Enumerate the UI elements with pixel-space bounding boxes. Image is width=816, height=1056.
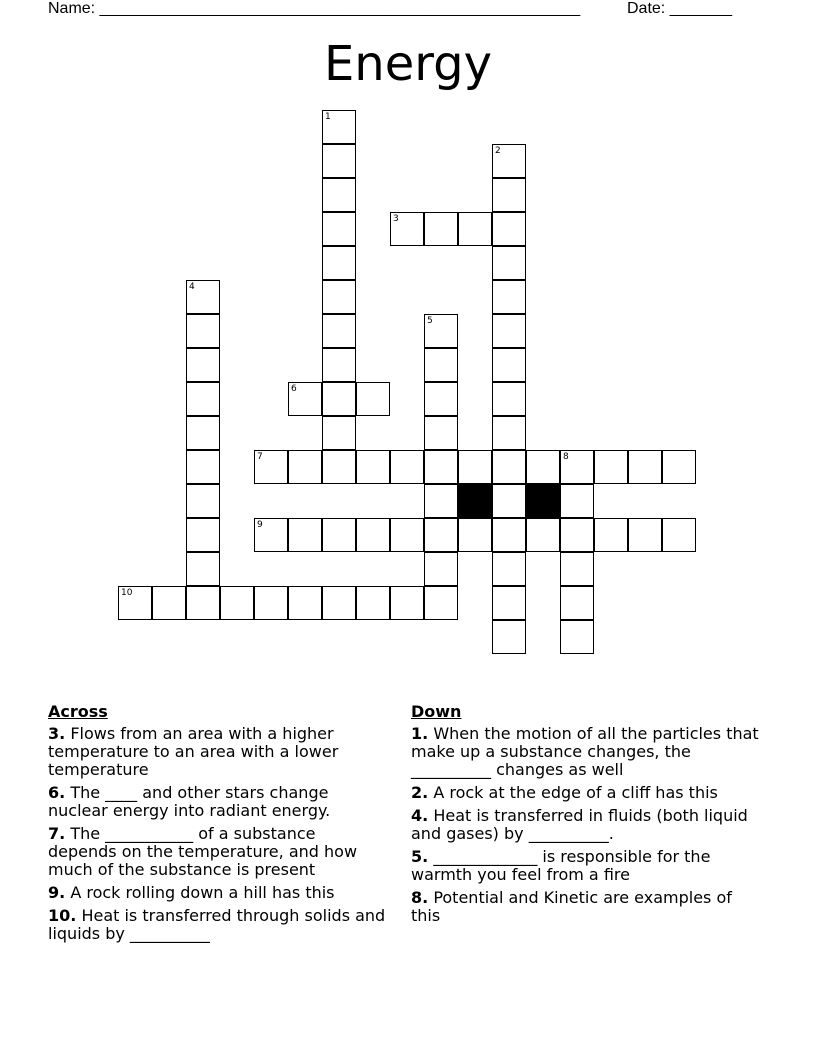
crossword-cell[interactable] [492, 450, 526, 484]
crossword-cell[interactable] [458, 518, 492, 552]
cell-number: 7 [257, 452, 263, 462]
crossword-cell[interactable] [186, 280, 220, 314]
clue-number: 3. [48, 724, 66, 743]
down-clues [411, 702, 761, 930]
crossword-cell[interactable] [186, 450, 220, 484]
crossword-cell[interactable] [492, 484, 526, 518]
cell-number: 1 [325, 112, 331, 122]
crossword-cell[interactable] [424, 348, 458, 382]
crossword-cell[interactable] [356, 586, 390, 620]
down-heading: Down [411, 702, 462, 721]
crossword-cell[interactable] [560, 620, 594, 654]
crossword-cell[interactable] [322, 110, 356, 144]
cell-number: 8 [563, 452, 569, 462]
clue-number: 7. [48, 824, 66, 843]
crossword-cell[interactable] [288, 450, 322, 484]
crossword-cell[interactable] [322, 212, 356, 246]
crossword-cell[interactable] [186, 586, 220, 620]
clue-number: 6. [48, 783, 66, 802]
down-clue [411, 725, 761, 779]
crossword-cell[interactable] [492, 348, 526, 382]
crossword-cell[interactable] [492, 518, 526, 552]
crossword-cell[interactable] [492, 314, 526, 348]
crossword-cell[interactable] [186, 416, 220, 450]
crossword-cell[interactable] [560, 450, 594, 484]
clue-text: When the motion of all the particles that make up a substance changes, the __________ changes as well [411, 724, 759, 779]
crossword-cell[interactable] [492, 416, 526, 450]
crossword-cell[interactable] [254, 586, 288, 620]
crossword-block [526, 484, 560, 518]
cell-number: 6 [291, 384, 297, 394]
crossword-cell[interactable] [390, 586, 424, 620]
crossword-cell[interactable] [628, 450, 662, 484]
crossword-cell[interactable] [322, 416, 356, 450]
crossword-cell[interactable] [492, 212, 526, 246]
crossword-cell[interactable] [322, 348, 356, 382]
crossword-cell[interactable] [560, 484, 594, 518]
across-clue [48, 725, 388, 779]
crossword-cell[interactable] [628, 518, 662, 552]
cell-number: 2 [495, 146, 501, 156]
crossword-cell[interactable] [186, 552, 220, 586]
crossword-cell[interactable] [118, 586, 152, 620]
clue-text: Potential and Kinetic are examples of this [411, 888, 732, 925]
clue-text: A rock at the edge of a cliff has this [433, 783, 718, 802]
crossword-cell[interactable] [492, 586, 526, 620]
down-clue [411, 889, 761, 925]
crossword-cell[interactable] [492, 178, 526, 212]
crossword-cell[interactable] [220, 586, 254, 620]
crossword-cell[interactable] [288, 586, 322, 620]
crossword-cell[interactable] [492, 620, 526, 654]
crossword-cell[interactable] [322, 518, 356, 552]
crossword-cell[interactable] [424, 484, 458, 518]
crossword-cell[interactable] [186, 348, 220, 382]
crossword-cell[interactable] [186, 484, 220, 518]
clue-text: The ___________ of a substance depends on the temperature, and how much of the substance is present [48, 824, 358, 879]
crossword-cell[interactable] [424, 450, 458, 484]
cell-number: 3 [393, 214, 399, 224]
crossword-cell[interactable] [492, 246, 526, 280]
cell-number: 9 [257, 520, 263, 530]
crossword-cell[interactable] [424, 212, 458, 246]
crossword-cell[interactable] [390, 518, 424, 552]
clue-text: Heat is transferred through solids and liquids by __________ [48, 906, 386, 943]
crossword-cell[interactable] [560, 586, 594, 620]
crossword-cell[interactable] [356, 518, 390, 552]
crossword-cell[interactable] [424, 416, 458, 450]
across-clue [48, 907, 388, 943]
crossword-cell[interactable] [458, 450, 492, 484]
crossword-cell[interactable] [356, 382, 390, 416]
name-field-label[interactable]: Name: ______________________________________________________ [48, 0, 581, 17]
crossword-cell[interactable] [492, 144, 526, 178]
crossword-cell[interactable] [390, 212, 424, 246]
crossword-cell[interactable] [424, 552, 458, 586]
crossword-cell[interactable] [560, 552, 594, 586]
clue-number: 8. [411, 888, 429, 907]
crossword-cell[interactable] [186, 518, 220, 552]
crossword-cell[interactable] [288, 518, 322, 552]
clue-number: 9. [48, 883, 66, 902]
crossword-cell[interactable] [254, 518, 288, 552]
crossword-cell[interactable] [662, 518, 696, 552]
across-clue [48, 825, 388, 879]
across-heading: Across [48, 702, 108, 721]
across-clues [48, 702, 388, 948]
down-clue [411, 848, 761, 884]
clue-text: Heat is transferred in fluids (both liquid and gases) by __________. [411, 806, 748, 843]
crossword-cell[interactable] [322, 178, 356, 212]
crossword-cell[interactable] [186, 314, 220, 348]
crossword-cell[interactable] [254, 450, 288, 484]
crossword-cell[interactable] [322, 314, 356, 348]
clue-number: 5. [411, 847, 429, 866]
crossword-cell[interactable] [492, 280, 526, 314]
crossword-block [458, 484, 492, 518]
clue-number: 2. [411, 783, 429, 802]
crossword-cell[interactable] [424, 518, 458, 552]
cell-number: 10 [121, 588, 133, 598]
crossword-cell[interactable] [322, 280, 356, 314]
crossword-cell[interactable] [322, 246, 356, 280]
clue-text: _____________ is responsible for the warmth you feel from a fire [411, 847, 711, 884]
crossword-cell[interactable] [458, 212, 492, 246]
crossword-cell[interactable] [424, 382, 458, 416]
crossword-cell[interactable] [492, 552, 526, 586]
clue-number: 4. [411, 806, 429, 825]
crossword-cell[interactable] [390, 450, 424, 484]
clue-text: The ____ and other stars change nuclear energy into radiant energy. [48, 783, 331, 820]
cell-number: 4 [189, 282, 195, 292]
crossword-cell[interactable] [288, 382, 322, 416]
down-clue [411, 807, 761, 843]
across-clue [48, 784, 388, 820]
crossword-cell[interactable] [356, 450, 390, 484]
crossword-cell[interactable] [492, 382, 526, 416]
crossword-cell[interactable] [322, 144, 356, 178]
cell-number: 5 [427, 316, 433, 326]
down-clue [411, 784, 761, 802]
crossword-cell[interactable] [662, 450, 696, 484]
crossword-cell[interactable] [594, 450, 628, 484]
clue-number: 1. [411, 724, 429, 743]
across-clue [48, 884, 388, 902]
clue-text: Flows from an area with a higher temperature to an area with a lower temperature [48, 724, 339, 779]
crossword-cell[interactable] [152, 586, 186, 620]
clue-text: A rock rolling down a hill has this [70, 883, 335, 902]
crossword-cell[interactable] [424, 586, 458, 620]
crossword-cell[interactable] [526, 450, 560, 484]
crossword-cell[interactable] [322, 382, 356, 416]
crossword-cell[interactable] [322, 450, 356, 484]
crossword-cell[interactable] [186, 382, 220, 416]
crossword-cell[interactable] [526, 518, 560, 552]
crossword-cell[interactable] [594, 518, 628, 552]
clue-number: 10. [48, 906, 77, 925]
crossword-cell[interactable] [322, 586, 356, 620]
crossword-cell[interactable] [560, 518, 594, 552]
crossword-cell[interactable] [424, 314, 458, 348]
page-title: Energy [323, 36, 493, 92]
date-field-label[interactable]: Date: _______ [627, 0, 732, 17]
